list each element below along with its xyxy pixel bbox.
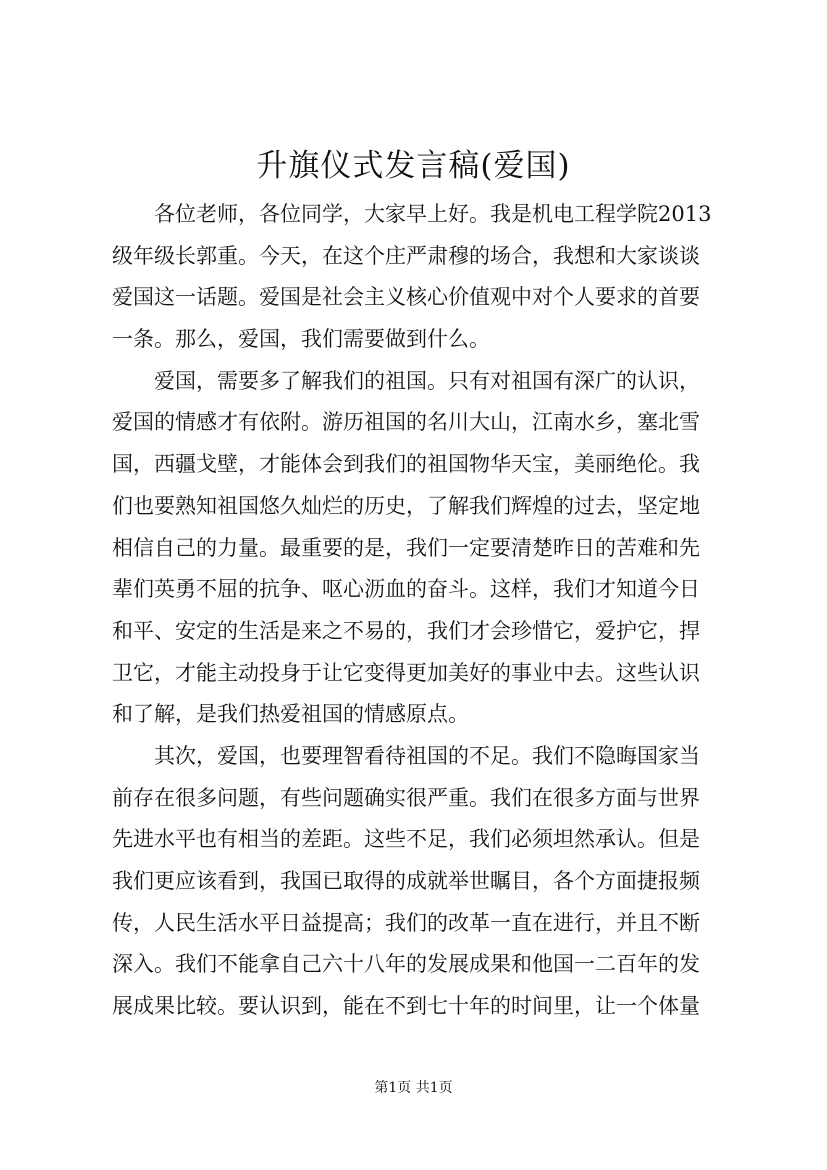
text-line: 一条。那么，爱国，我们需要做到什么。 [112, 327, 490, 352]
text-line: 其次，爱国，也要理智看待祖国的不足。我们不隐晦国家当 [154, 743, 700, 768]
text-line: 卫它，才能主动投身于让它变得更加美好的事业中去。这些认识 [112, 660, 700, 685]
text-line: 们也要熟知祖国悠久灿烂的历史，了解我们辉煌的过去，坚定地 [112, 493, 700, 518]
text-line: 爱国这一话题。爱国是社会主义核心价值观中对个人要求的首要 [112, 285, 700, 310]
text-line: 传，人民生活水平日益提高；我们的改革一直在进行，并且不断 [112, 910, 700, 935]
text-line: 各位老师，各位同学，大家早上好。我是机电工程学院2013 [154, 202, 712, 226]
paragraph-1 [112, 194, 728, 361]
text-line: 辈们英勇不屈的抗争、呕心沥血的奋斗。这样，我们才知道今日 [112, 577, 700, 602]
text-line: 我们更应该看到，我国已取得的成就举世瞩目，各个方面捷报频 [112, 869, 700, 893]
text-line: 深入。我们不能拿自己六十八年的发展成果和他国一二百年的发 [112, 952, 700, 977]
text-line: 级年级长郭重。今天，在这个庄严肃穆的场合，我想和大家谈谈 [112, 243, 700, 268]
text-line: 和了解，是我们热爱祖国的情感原点。 [112, 702, 469, 727]
paragraph-3 [112, 736, 728, 1028]
document-body [112, 194, 728, 1028]
text-line: 和平、安定的生活是来之不易的，我们才会珍惜它，爱护它，捍 [112, 618, 700, 643]
text-line: 爱国，需要多了解我们的祖国。只有对祖国有深广的认识， [154, 368, 700, 393]
text-line: 先进水平也有相当的差距。这些不足，我们必须坦然承认。但是 [112, 827, 700, 852]
text-line: 爱国的情感才有依附。游历祖国的名川大山，江南水乡，塞北雪 [112, 410, 700, 435]
page-footer: 第1页 共1页 [374, 1080, 453, 1096]
paragraph-2 [112, 361, 728, 736]
text-line: 展成果比较。要认识到，能在不到七十年的时间里，让一个体量 [112, 994, 700, 1019]
text-line: 相信自己的力量。最重要的是，我们一定要清楚昨日的苦难和先 [112, 535, 700, 560]
text-line: 前存在很多问题，有些问题确实很严重。我们在很多方面与世界 [112, 785, 700, 810]
text-line: 国，西疆戈壁，才能体会到我们的祖国物华天宝，美丽绝伦。我 [112, 452, 700, 477]
document-title: 升旗仪式发言稿(爱国) [256, 148, 571, 184]
